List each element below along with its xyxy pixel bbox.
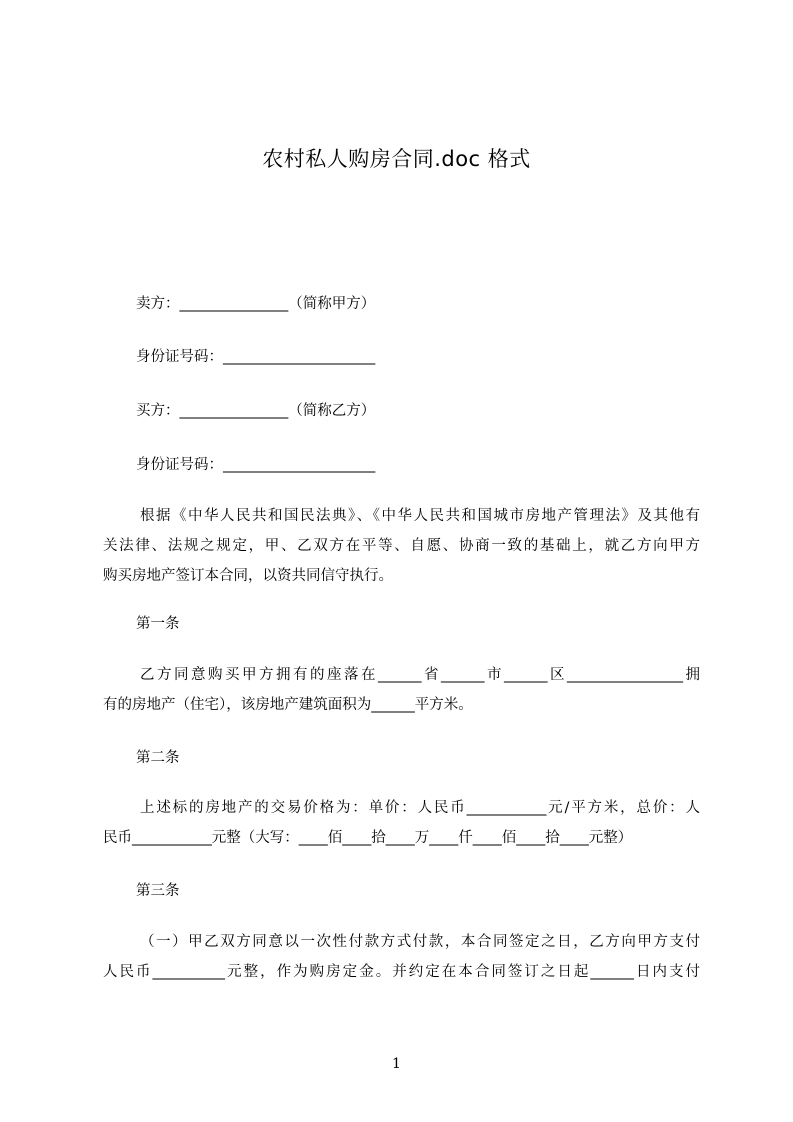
article-1-paragraph [103, 660, 700, 720]
article-2-paragraph [103, 793, 700, 853]
seller-line: 卖方：_______________（简称甲方） [136, 296, 376, 312]
article-3-line-1: （一）甲乙双方同意以一次性付款方式付款，本合同签定之日，乙方向甲方支付 [140, 934, 700, 950]
preamble-line-1: 根据《中华人民共和国民法典》、《中华人民共和国城市房地产管理法》及其他有 [140, 508, 700, 524]
article-3-line-2: 人民币__________元整，作为购房定金。并约定在本合同签订之日起______日内支付 [103, 964, 700, 980]
article-2-heading: 第二条 [136, 750, 180, 766]
preamble-line-2: 关法律、法规之规定，甲、乙双方在平等、自愿、协商一致的基础上，就乙方向甲方 [103, 538, 700, 554]
page-number: 1 [392, 1056, 401, 1072]
preamble-line-3: 购买房地产签订本合同，以资共同信守执行。 [103, 568, 393, 584]
buyer-id-line: 身份证号码：_____________________ [136, 457, 376, 473]
article-1-heading: 第一条 [136, 616, 180, 632]
buyer-line: 买方：_______________（简称乙方） [136, 403, 376, 419]
article-2-line-1: 上述标的房地产的交易价格为：单价：人民币___________元/平方米，总价：人 [140, 800, 700, 816]
preamble-paragraph [103, 501, 700, 591]
document-title: 农村私人购房合同.doc 格式 [262, 147, 531, 171]
article-1-line-2: 有的房地产（住宅），该房地产建筑面积为______平方米。 [103, 697, 473, 713]
article-2-line-2: 民币___________元整（大写：____佰____拾____万____仟____佰____拾____元整） [103, 830, 633, 846]
seller-id-line: 身份证号码：_____________________ [136, 349, 376, 365]
article-1-line-1: 乙方同意购买甲方拥有的座落在______省______市______区________________拥 [140, 667, 700, 683]
article-3-paragraph [103, 927, 700, 987]
article-3-heading: 第三条 [136, 883, 180, 899]
